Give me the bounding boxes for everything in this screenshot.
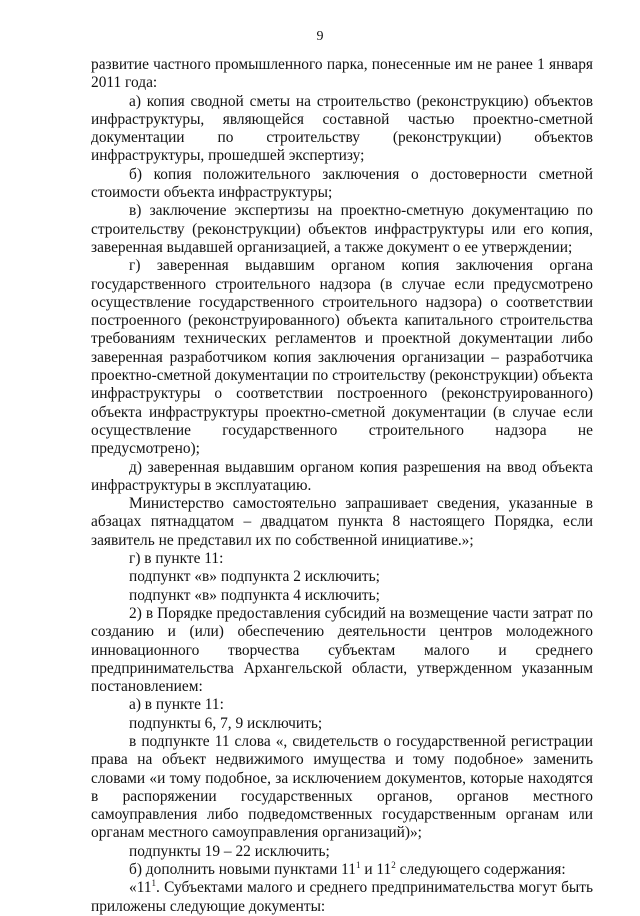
paragraph-ministry: Министерство самостоятельно запрашивает сведения, указанные в абзацах пятнадцатом – двадцатом пункта 8 настоящего Порядка, если заявитель не представил их по собственной инициативе.»; [91, 495, 593, 549]
superscript: 1 [356, 860, 361, 871]
paragraph-new-points [91, 861, 593, 879]
document-body [91, 56, 593, 916]
paragraph-exclude-4: подпункт «в» подпункта 4 исключить; [129, 586, 380, 604]
paragraph-point-11-1 [91, 879, 593, 916]
paragraph-item-a: а) копия сводной сметы на строительство (реконструкцию) объектов инфраструктуры, являющейся составной частью проектно-сметной документации по строительству (реконструкции) объектов инфраструктуры, прошедшей экспертизу; [91, 92, 593, 165]
new-points-text-b: и 11 [360, 861, 392, 879]
superscript: 2 [391, 860, 396, 871]
paragraph-item-v: в) заключение экспертизы на проектно-сметную документацию по строительству (реконструкции) объектов инфраструктуры или его копия, заверенная выдавшей организацией, а также документ о ее утверждении; [91, 202, 593, 256]
paragraph-continuation: развитие частного промышленного парка, понесенные им не ранее 1 января 2011 года: [91, 56, 593, 92]
paragraph-item-g: г) заверенная выдавшим органом копия заключения органа государственного строительного надзора (в случае если предусмотрено осуществление государственного строительного надзора) о соответствии построенного (реконструированного) объекта капитального строительства требованиям технических регламентов и проектной документации либо заверенная разработчиком копия заключения организации – разработчика проектно-сметной документации по строительству (реконструкции) объекта инфраструктуры о соответствии построенного (реконструированного) объекта инфраструктуры проектно-сметной документации (в случае если осуществление государственного строительного надзора не предусмотрено); [91, 257, 593, 458]
paragraph-exclude-19-22: подпункты 19 – 22 исключить; [129, 842, 330, 860]
new-points-text-a: б) дополнить новыми пунктами 11 [129, 861, 356, 879]
paragraph-exclude-2: подпункт «в» подпункта 2 исключить; [129, 568, 380, 586]
paragraph-item-d: д) заверенная выдавшим органом копия разрешения на ввод объекта инфраструктуры в эксплуатацию. [91, 458, 593, 494]
paragraph-item-b: б) копия положительного заключения о достоверности сметной стоимости объекта инфраструктуры; [91, 165, 593, 202]
paragraph-exclude-6-7-9: подпункты 6, 7, 9 исключить; [129, 714, 323, 732]
paragraph-subpoint-11: в подпункте 11 слова «, свидетельств о государственной регистрации права на объект недвижимого имущества и тому подобное» заменить словами «и тому подобное, за исключением документов, которые находятся в распоряжении государственных органов, органов местного самоуправления либо подведомственных государственным органам или органам местного самоуправления организаций)»; [91, 732, 593, 842]
paragraph-point-11: г) в пункте 11: [129, 550, 224, 568]
page-number: 9 [316, 29, 324, 44]
point-11-1-text-b: . Субъектами малого и среднего предпринимательства могут быть приложены следующие документы: [91, 879, 593, 915]
superscript: 1 [151, 878, 157, 889]
new-points-text-c: следующего содержания: [395, 861, 566, 879]
paragraph-point-11-a: а) в пункте 11: [129, 696, 224, 714]
point-11-1-text-a: «11 [129, 879, 152, 897]
paragraph-procedure-2: 2) в Порядке предоставления субсидий на возмещение части затрат по созданию и (или) обеспечению деятельности центров молодежного инновационного творчества субъектам малого и среднего предпринимательства Архангельской области, утвержденном указанным постановлением: [91, 604, 593, 696]
